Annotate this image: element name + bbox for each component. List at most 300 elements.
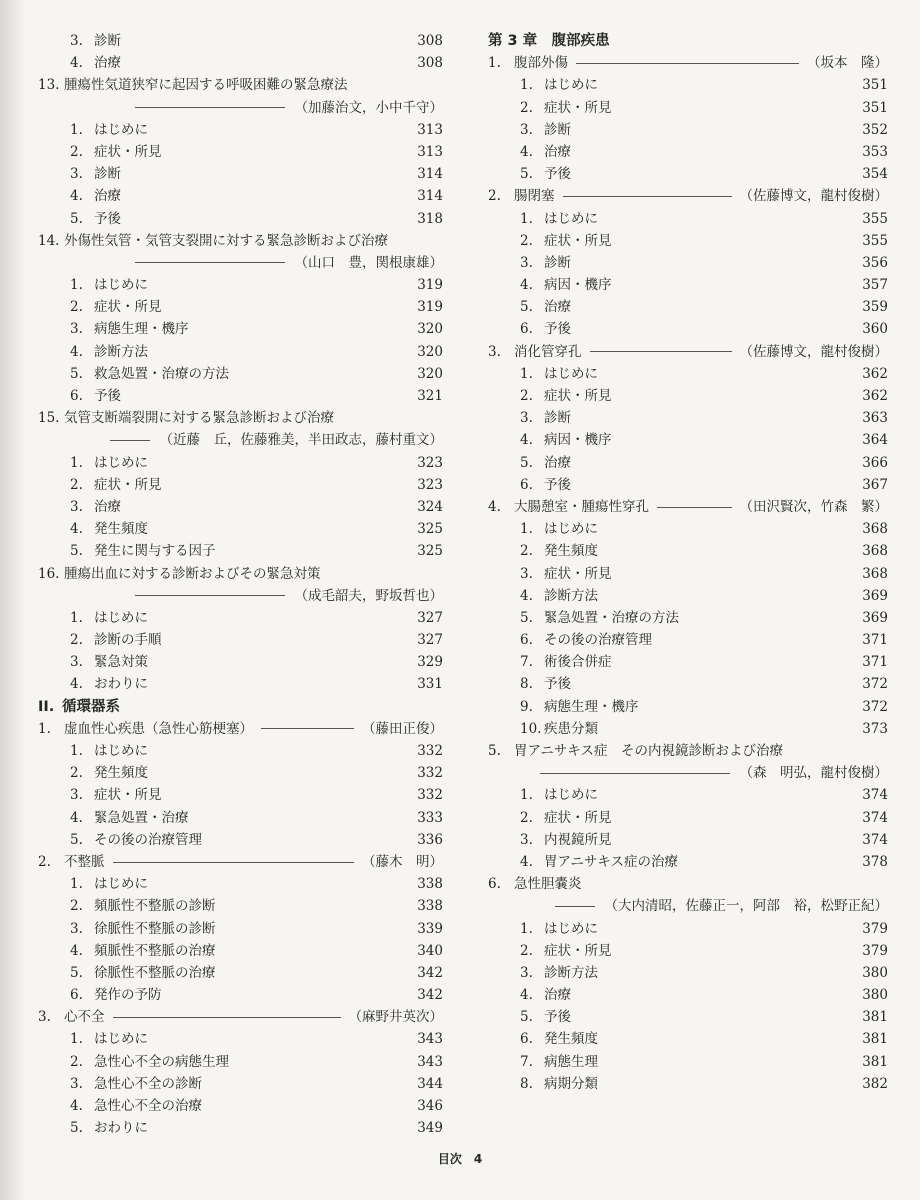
- toc-entry: [488, 230, 888, 252]
- toc-entry: [488, 984, 888, 1006]
- toc-entry: [38, 30, 443, 52]
- toc-entry: [488, 385, 888, 407]
- entry-number: 1.: [70, 277, 83, 294]
- entry-number: 1.: [70, 609, 83, 626]
- entry-page: 372: [862, 698, 888, 715]
- section-authors-row: [38, 252, 443, 274]
- entry-page: 382: [862, 1075, 888, 1092]
- entry-title: 治療: [544, 299, 571, 316]
- entry-title: 症状・所見: [544, 809, 612, 826]
- section-title: 虚血性心疾患（急性心筋梗塞）: [64, 720, 253, 737]
- section-authors-row: [38, 97, 443, 119]
- entry-number: 4.: [70, 1098, 83, 1114]
- entry-page: 319: [417, 299, 443, 316]
- entry-page: 374: [862, 809, 888, 826]
- entry-number: 2.: [520, 809, 533, 826]
- toc-entry: [488, 208, 888, 230]
- entry-page: 320: [417, 343, 443, 360]
- toc-left-column: [38, 30, 443, 1139]
- entry-number: 1.: [520, 77, 533, 94]
- entry-title: はじめに: [94, 277, 148, 294]
- entry-number: 3.: [520, 831, 533, 848]
- section-authors: （麻野井英次）: [348, 1009, 443, 1026]
- entry-page: 325: [417, 521, 443, 538]
- entry-number: 5.: [520, 299, 533, 316]
- toc-entry: [38, 52, 443, 74]
- entry-number: 1.: [70, 743, 83, 759]
- entry-page: 329: [417, 654, 443, 671]
- heading-title: 循環器系: [62, 698, 120, 715]
- toc-entry: [488, 962, 888, 984]
- toc-entry: [38, 895, 443, 917]
- entry-page: 332: [417, 787, 443, 804]
- entry-title: その後の治療管理: [94, 831, 202, 848]
- entry-title: はじめに: [94, 743, 148, 759]
- entry-title: 症状・所見: [544, 99, 612, 116]
- entry-title: 予後: [544, 476, 571, 493]
- entry-number: 10.: [520, 720, 542, 737]
- section-authors: （藤木 明）: [362, 853, 443, 870]
- section-authors: （森 明弘，龍村俊樹）: [739, 765, 888, 782]
- entry-page: 359: [862, 299, 888, 316]
- toc-entry: [38, 452, 443, 474]
- toc-entry: [488, 119, 888, 141]
- entry-title: 予後: [544, 166, 571, 183]
- section-authors: （田沢賢次，竹森 繁）: [739, 498, 888, 515]
- entry-number: 1.: [70, 876, 83, 893]
- toc-entry: [488, 74, 888, 96]
- entry-page: 369: [862, 609, 888, 626]
- toc-entry: [488, 784, 888, 806]
- section-title: 胃アニサキス症 その内視鏡診断および治療: [514, 743, 784, 759]
- entry-number: 3.: [70, 1075, 83, 1092]
- entry-number: 5.: [70, 365, 83, 382]
- entry-title: はじめに: [94, 609, 148, 626]
- toc-entry: [488, 429, 888, 451]
- entry-title: 治療: [544, 143, 571, 160]
- entry-number: 3.: [70, 787, 83, 804]
- entry-number: 2.: [70, 632, 83, 649]
- entry-title: 徐脈性不整脈の治療: [94, 964, 216, 981]
- entry-page: 321: [417, 388, 443, 404]
- entry-title: 胃アニサキス症の治療: [544, 853, 679, 870]
- entry-number: 4.: [70, 55, 83, 72]
- leader-line: [113, 1017, 341, 1018]
- entry-title: はじめに: [94, 876, 148, 893]
- entry-page: 338: [417, 898, 443, 915]
- entry-page: 363: [862, 410, 888, 427]
- entry-number: 1.: [520, 920, 533, 937]
- section-authors-row: [488, 895, 888, 917]
- entry-number: 2.: [520, 942, 533, 959]
- section-title: 腹部外傷: [514, 55, 568, 72]
- toc-entry: [38, 807, 443, 829]
- entry-page: 381: [862, 1031, 888, 1048]
- entry-number: 3.: [70, 33, 83, 49]
- entry-page: 368: [862, 521, 888, 538]
- entry-page: 380: [862, 964, 888, 981]
- entry-title: 診断方法: [94, 343, 148, 360]
- entry-page: 364: [862, 432, 888, 449]
- toc-entry: [488, 807, 888, 829]
- entry-number: 4.: [520, 277, 533, 294]
- toc-entry: [38, 363, 443, 385]
- entry-page: 320: [417, 321, 443, 338]
- entry-title: はじめに: [94, 1031, 148, 1048]
- entry-page: 313: [417, 143, 443, 160]
- toc-entry: [488, 407, 888, 429]
- section-number: 4.: [488, 498, 501, 515]
- toc-section: [488, 496, 888, 518]
- section-number: 3.: [38, 1009, 51, 1026]
- entry-number: 3.: [520, 410, 533, 427]
- toc-entry: [488, 563, 888, 585]
- entry-number: 3.: [520, 121, 533, 138]
- section-authors-row: [38, 585, 443, 607]
- entry-number: 2.: [520, 232, 533, 249]
- entry-page: 327: [417, 632, 443, 649]
- toc-section: [488, 341, 888, 363]
- entry-page: 362: [862, 365, 888, 382]
- entry-title: 頻脈性不整脈の診断: [94, 898, 216, 915]
- toc-entry: [488, 918, 888, 940]
- toc-entry: [38, 762, 443, 784]
- leader-line: [135, 107, 285, 108]
- entry-page: 373: [862, 720, 888, 737]
- toc-right-column: [488, 30, 888, 1095]
- toc-entry: [488, 252, 888, 274]
- entry-title: はじめに: [94, 454, 148, 471]
- entry-number: 3.: [520, 565, 533, 582]
- entry-page: 367: [862, 476, 888, 493]
- entry-number: 3.: [70, 166, 83, 183]
- entry-page: 352: [862, 121, 888, 138]
- entry-title: 術後合併症: [544, 654, 612, 671]
- entry-title: 診断: [544, 121, 571, 138]
- entry-page: 369: [862, 587, 888, 604]
- entry-number: 3.: [520, 254, 533, 271]
- entry-title: 治療: [544, 987, 571, 1004]
- entry-title: 診断: [94, 33, 121, 49]
- entry-title: 発生に関与する因子: [94, 543, 216, 560]
- entry-number: 5.: [70, 964, 83, 981]
- entry-number: 2.: [520, 543, 533, 560]
- entry-title: 症状・所見: [94, 299, 162, 316]
- leader-line: [135, 595, 285, 596]
- entry-title: 治療: [544, 454, 571, 471]
- section-authors-row: [488, 762, 888, 784]
- entry-number: 3.: [70, 321, 83, 338]
- entry-page: 349: [417, 1120, 443, 1137]
- entry-title: 病態生理: [544, 1053, 598, 1070]
- entry-number: 5.: [70, 210, 83, 227]
- toc-entry: [38, 1028, 443, 1050]
- toc-entry: [38, 673, 443, 695]
- toc-section: [38, 851, 443, 873]
- entry-page: 353: [862, 143, 888, 160]
- entry-page: 342: [417, 987, 443, 1004]
- entry-number: 2.: [70, 765, 83, 782]
- section-title: 大腸憩室・腫瘍性穿孔: [514, 498, 649, 515]
- entry-title: 診断: [544, 410, 571, 427]
- section-title: 腸閉塞: [514, 188, 555, 205]
- toc-entry: [38, 518, 443, 540]
- entry-title: 疾患分類: [544, 720, 598, 737]
- entry-page: 308: [417, 33, 443, 49]
- entry-page: 362: [862, 388, 888, 404]
- entry-page: 372: [862, 676, 888, 693]
- entry-page: 314: [417, 188, 443, 205]
- entry-number: 2.: [70, 1053, 83, 1070]
- entry-number: 1.: [70, 1031, 83, 1048]
- entry-number: 3.: [70, 920, 83, 937]
- entry-title: はじめに: [544, 210, 598, 227]
- entry-number: 4.: [70, 676, 83, 693]
- entry-page: 332: [417, 743, 443, 759]
- entry-page: 333: [417, 809, 443, 826]
- section-authors: （加藤治文，小中千守）: [294, 99, 443, 116]
- section-number: 3.: [488, 343, 501, 360]
- toc-entry: [38, 208, 443, 230]
- entry-number: 1.: [520, 210, 533, 227]
- entry-title: 症状・所見: [544, 565, 612, 582]
- leader-line: [261, 728, 354, 729]
- leader-line: [563, 196, 732, 197]
- section-authors: （佐藤博文，龍村俊樹）: [739, 343, 888, 360]
- section-authors: （坂本 隆）: [807, 55, 888, 72]
- section-authors-row: [38, 429, 443, 451]
- toc-section: [38, 718, 443, 740]
- toc-entry: [38, 784, 443, 806]
- entry-page: 336: [417, 831, 443, 848]
- entry-page: 351: [862, 77, 888, 94]
- toc-entry: [38, 1095, 443, 1117]
- toc-section: [488, 185, 888, 207]
- entry-number: 5.: [520, 166, 533, 183]
- entry-page: 343: [417, 1053, 443, 1070]
- toc-entry: [38, 185, 443, 207]
- toc-entry: [488, 1051, 888, 1073]
- entry-title: 予後: [94, 388, 121, 404]
- section-authors: （佐藤博文，龍村俊樹）: [739, 188, 888, 205]
- toc-section: [38, 563, 443, 585]
- entry-number: 1.: [520, 521, 533, 538]
- entry-page: 355: [862, 232, 888, 249]
- entry-title: 発生頻度: [544, 1031, 598, 1048]
- entry-title: はじめに: [544, 365, 598, 382]
- entry-page: 319: [417, 277, 443, 294]
- entry-page: 371: [862, 654, 888, 671]
- entry-title: 予後: [544, 321, 571, 338]
- toc-section: [38, 74, 443, 96]
- entry-page: 374: [862, 787, 888, 804]
- toc-entry: [38, 962, 443, 984]
- entry-title: おわりに: [94, 1120, 148, 1137]
- toc-entry: [38, 740, 443, 762]
- entry-page: 381: [862, 1009, 888, 1026]
- entry-number: 6.: [520, 1031, 533, 1048]
- section-authors: （山口 豊，関根康雄）: [294, 254, 443, 271]
- entry-page: 332: [417, 765, 443, 782]
- toc-entry: [38, 119, 443, 141]
- entry-title: 発生頻度: [94, 765, 148, 782]
- entry-page: 378: [862, 853, 888, 870]
- entry-page: 374: [862, 831, 888, 848]
- section-title: 消化管穿孔: [514, 343, 582, 360]
- entry-title: 救急処置・治療の方法: [94, 365, 229, 382]
- toc-entry: [488, 629, 888, 651]
- entry-title: 病因・機序: [544, 277, 612, 294]
- entry-title: はじめに: [544, 787, 598, 804]
- page-footer: 目次 4: [437, 1152, 483, 1166]
- entry-title: 病態生理・機序: [94, 321, 189, 338]
- toc-entry: [488, 163, 888, 185]
- toc-entry: [38, 141, 443, 163]
- entry-number: 6.: [520, 476, 533, 493]
- entry-page: 340: [417, 942, 443, 959]
- section-authors: （藤田正俊）: [362, 720, 443, 737]
- entry-number: 5.: [520, 454, 533, 471]
- entry-number: 6.: [520, 321, 533, 338]
- toc-entry: [488, 141, 888, 163]
- toc-entry: [38, 873, 443, 895]
- toc-entry: [488, 651, 888, 673]
- entry-title: おわりに: [94, 676, 148, 693]
- entry-title: 予後: [544, 676, 571, 693]
- entry-number: 9.: [520, 698, 533, 715]
- entry-title: 病因・機序: [544, 432, 612, 449]
- entry-title: 症状・所見: [544, 942, 612, 959]
- toc-entry: [488, 97, 888, 119]
- entry-page: 371: [862, 632, 888, 649]
- entry-number: 4.: [520, 987, 533, 1004]
- toc-entry: [488, 274, 888, 296]
- toc-entry: [38, 385, 443, 407]
- heading-number: II.: [38, 698, 55, 715]
- entry-title: 診断: [94, 166, 121, 183]
- toc-entry: [38, 651, 443, 673]
- toc-entry: [38, 163, 443, 185]
- entry-page: 354: [862, 166, 888, 183]
- section-number: 2.: [488, 188, 501, 205]
- entry-title: 徐脈性不整脈の診断: [94, 920, 216, 937]
- entry-title: はじめに: [94, 121, 148, 138]
- entry-page: 320: [417, 365, 443, 382]
- entry-title: 発生頻度: [94, 521, 148, 538]
- entry-page: 360: [862, 321, 888, 338]
- section-authors: （大内清昭，佐藤正一，阿部 裕，松野正紀）: [604, 898, 888, 915]
- entry-number: 4.: [520, 432, 533, 449]
- toc-entry: [38, 984, 443, 1006]
- toc-entry: [488, 718, 888, 740]
- entry-page: 323: [417, 454, 443, 471]
- toc-entry: [488, 363, 888, 385]
- entry-title: 診断方法: [544, 964, 598, 981]
- entry-title: 発作の予防: [94, 987, 162, 1004]
- entry-number: 1.: [520, 787, 533, 804]
- entry-number: 3.: [70, 654, 83, 671]
- entry-title: 症状・所見: [94, 787, 162, 804]
- section-number: 14.: [38, 232, 60, 249]
- leader-line: [135, 262, 285, 263]
- entry-number: 2.: [70, 299, 83, 316]
- toc-entry: [38, 474, 443, 496]
- page-binding-shadow: [0, 0, 26, 1200]
- toc-section: [488, 873, 888, 895]
- entry-title: 内視鏡所見: [544, 831, 612, 848]
- toc-entry: [488, 829, 888, 851]
- entry-title: 診断方法: [544, 587, 598, 604]
- entry-title: 急性心不全の診断: [94, 1075, 202, 1092]
- entry-page: 323: [417, 476, 443, 493]
- entry-title: 緊急対策: [94, 654, 148, 671]
- toc-entry: [38, 1117, 443, 1139]
- entry-title: 治療: [94, 55, 121, 72]
- entry-title: 診断の手順: [94, 632, 162, 649]
- entry-page: 351: [862, 99, 888, 116]
- entry-title: はじめに: [544, 920, 598, 937]
- entry-page: 313: [417, 121, 443, 138]
- toc-entry: [38, 829, 443, 851]
- entry-page: 339: [417, 920, 443, 937]
- toc-section: [488, 52, 888, 74]
- entry-number: 4.: [520, 143, 533, 160]
- entry-page: 331: [417, 676, 443, 693]
- toc-entry: [488, 540, 888, 562]
- entry-number: 5.: [70, 831, 83, 848]
- toc-entry: [38, 296, 443, 318]
- toc-entry: [488, 452, 888, 474]
- entry-number: 4.: [70, 188, 83, 205]
- entry-page: 338: [417, 876, 443, 893]
- toc-entry: [488, 518, 888, 540]
- entry-number: 4.: [70, 521, 83, 538]
- section-number: 16.: [38, 565, 60, 582]
- section-number: 1.: [38, 720, 51, 737]
- entry-title: 緊急処置・治療の方法: [544, 609, 679, 626]
- entry-page: 381: [862, 1053, 888, 1070]
- entry-number: 8.: [520, 676, 533, 693]
- entry-number: 5.: [520, 1009, 533, 1026]
- entry-number: 6.: [70, 388, 83, 404]
- entry-number: 7.: [520, 1053, 533, 1070]
- entry-page: 325: [417, 543, 443, 560]
- toc-entry: [488, 696, 888, 718]
- entry-title: はじめに: [544, 77, 598, 94]
- entry-number: 7.: [520, 654, 533, 671]
- toc-entry: [488, 607, 888, 629]
- section-title: 外傷性気管・気管支裂開に対する緊急診断および治療: [64, 232, 388, 249]
- toc-entry: [38, 341, 443, 363]
- entry-title: 症状・所見: [94, 143, 162, 160]
- toc-section: [38, 407, 443, 429]
- entry-title: 予後: [544, 1009, 571, 1026]
- entry-number: 8.: [520, 1075, 533, 1092]
- entry-title: はじめに: [544, 521, 598, 538]
- entry-page: 314: [417, 166, 443, 183]
- section-number: 5.: [488, 743, 501, 759]
- toc-entry: [38, 1073, 443, 1095]
- toc-entry: [488, 851, 888, 873]
- entry-number: 2.: [520, 99, 533, 116]
- entry-number: 6.: [70, 987, 83, 1004]
- entry-title: 診断: [544, 254, 571, 271]
- leader-line: [576, 63, 799, 64]
- entry-title: 症状・所見: [544, 232, 612, 249]
- entry-title: その後の治療管理: [544, 632, 652, 649]
- entry-title: 治療: [94, 498, 121, 515]
- entry-number: 4.: [70, 809, 83, 826]
